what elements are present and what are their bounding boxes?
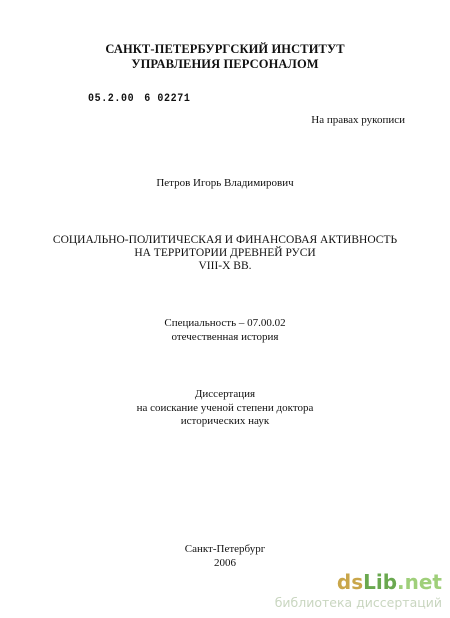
title-line-2: НА ТЕРРИТОРИИ ДРЕВНЕЙ РУСИ: [134, 247, 316, 259]
degree-line-2: на соискание ученой степени доктора: [136, 401, 314, 414]
institute-line-2: УПРАВЛЕНИЯ ПЕРСОНАЛОМ: [131, 57, 319, 71]
institute-line-1: САНКТ-ПЕТЕРБУРГСКИЙ ИНСТИТУТ: [105, 42, 345, 56]
document-number-stamp: [88, 93, 190, 105]
title-line-1: СОЦИАЛЬНО-ПОЛИТИЧЕСКАЯ И ФИНАНСОВАЯ АКТИВНОСТЬ: [52, 234, 398, 246]
logo-ds: ds: [336, 570, 364, 594]
logo-lib: Lib: [363, 570, 398, 594]
manuscript-rights-note: На правах рукописи: [311, 114, 405, 126]
specialty-code: Специальность – 07.00.02: [164, 317, 286, 329]
dslib-logo: [275, 570, 442, 594]
city: Санкт-Петербург: [184, 543, 266, 555]
degree-line-3: исторических наук: [180, 415, 270, 427]
degree-line-1: Диссертация: [194, 388, 256, 400]
specialty-block: [0, 317, 450, 344]
watermark-subtitle: библиотека диссертаций: [274, 595, 442, 610]
dissertation-title: [0, 234, 450, 273]
specialty-name: отечественная история: [171, 330, 279, 343]
title-line-3: VIII-X ВВ.: [198, 260, 252, 272]
dslib-watermark: [275, 570, 442, 610]
year: 2006: [214, 557, 236, 569]
author-name: Петров Игорь Владимирович: [156, 177, 294, 189]
place-and-year: [0, 542, 450, 570]
logo-net: .net: [397, 570, 442, 594]
institute-name: [0, 42, 450, 72]
degree-block: [0, 388, 450, 429]
document-number-part-2: 6 02271: [144, 93, 191, 106]
document-number-part-1: 05.2.00: [88, 93, 135, 106]
